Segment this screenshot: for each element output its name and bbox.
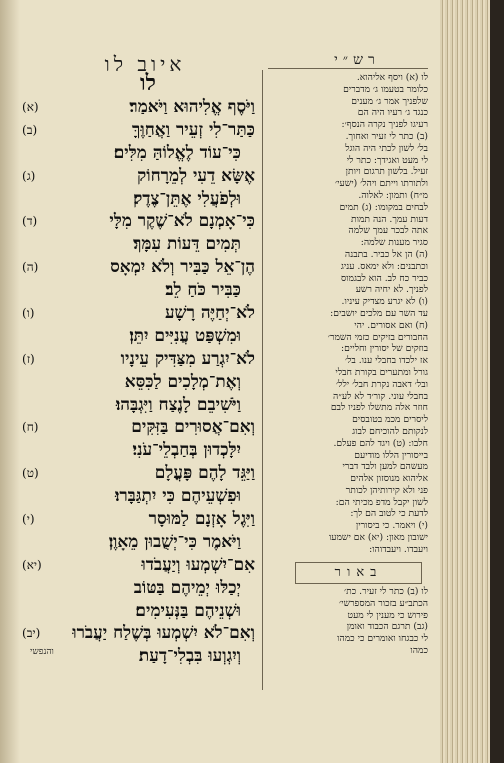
verse-line <box>22 348 255 371</box>
running-head: איוב לו <box>104 52 186 76</box>
rashi-line: לדעת כי לטוב הם לך: <box>350 508 428 520</box>
verse-line <box>60 142 255 165</box>
verse-text: אִם־יִשְׁמְעוּ וְיַעֲבֹדוּ <box>141 554 255 575</box>
rashi-line: חוזר אלה מתשלו לפניו לבם <box>330 402 428 414</box>
verse-line <box>60 394 255 417</box>
verse-line <box>60 577 255 600</box>
rashi-line: כנגד ג׳ רעיו היה הם <box>357 107 428 119</box>
rashi-line: לשון יקבל מדפ מכיתי הם: <box>335 496 428 508</box>
verse-number: (יא) <box>22 557 42 572</box>
header-rule <box>268 68 428 69</box>
rashi-line: שלפניך אמר ג׳ מענים <box>351 95 428 107</box>
rashi-line: עד השר עם מלכים יושבים: <box>330 307 428 319</box>
rashi-line: (ו) לא יגרע מצדיק עיניו. <box>341 296 428 308</box>
verse-number: (ה) <box>22 260 39 275</box>
rashi-line: זעיל. בלשון תרגום ויותן <box>345 166 428 178</box>
verse-text: לֹא־יְחַיֶּה רָשָׁע <box>164 303 255 324</box>
verse-text: כִּי־אָמְנָם לֹא־שֶׁקֶר מִלָּי <box>109 211 255 232</box>
verse-text: וַיַּגֵּד לָהֶם פָּעֳלָם <box>154 463 255 484</box>
verse-line <box>22 462 255 485</box>
verse-line <box>22 554 255 577</box>
verse-line <box>22 302 255 325</box>
rashi-heading: רש״י <box>334 52 380 68</box>
verse-text: כַּבִּיר כֹּחַ לֵב׃ <box>165 280 241 301</box>
verse-line <box>22 416 255 439</box>
biur-line: לו (ב) כתר לי זעיר. כת׳ <box>344 586 428 597</box>
catchword-main: והנפשי <box>30 647 54 657</box>
verse-number: (ט) <box>22 466 39 481</box>
rashi-line: (י) ויאמר. כי ביסורין <box>355 520 428 532</box>
rashi-line: פני ולא קירותיהן לכותר <box>345 484 428 496</box>
rashi-line: אתה לבכר עמך שלמה <box>348 225 428 237</box>
verse-number: (יב) <box>22 626 41 641</box>
verse-text: וַיֹּשִׁיבֵם לָנֶצַח וַיִּגְבָּהוּ׃ <box>115 394 241 415</box>
verse-number: (ז) <box>22 351 35 366</box>
rashi-line: לי מעט ואגידך: כתר לי <box>346 154 428 166</box>
verse-number: (ח) <box>22 420 39 435</box>
biur-line: (גב) תרגם הכבוד ואומן <box>346 621 428 633</box>
rashi-line: (ה) הן אל כביר. בתבנה <box>344 248 428 260</box>
verse-text: וּפִשְׁעֵיהֶם כִּי יִתְגַּבָּרוּ׃ <box>114 486 241 507</box>
verse-text: וְיִגְוְעוּ בִּבְלִי־דָעַת׃ <box>138 646 241 667</box>
rashi-line: רעיגו לפניך נקרה הנסף׳: <box>341 119 428 131</box>
rashi-line: ולתורתו וייתם ויהל׳ (ישעי׳ <box>334 178 428 190</box>
rashi-line: דעות עמך. הנה תמות <box>351 213 428 225</box>
verse-line <box>22 508 255 531</box>
rashi-line: ובל׳ דאבה נקרת חבל׳ ילל׳ <box>336 378 428 390</box>
rashi-line: מעשהם למען ולבד דברי <box>342 461 428 473</box>
biur-commentary <box>270 586 428 657</box>
verse-line <box>60 371 255 394</box>
verse-line <box>60 645 255 668</box>
verse-text: וְאֶת־מְלָכִים לַכִּסֵּא <box>124 371 241 392</box>
verse-line <box>22 210 255 233</box>
book-background <box>490 0 504 763</box>
verse-text: אֶשָּׂא דֵעִי לְמֵרָחוֹק <box>137 165 255 186</box>
verse-text: וְאִם־אֲסוּרִים בַּזִּקִּים <box>131 417 255 438</box>
page-gutter-shadow <box>0 0 20 763</box>
verse-number: (ג) <box>22 168 36 183</box>
verse-text: יִלָּכְדוּן בְּחַבְלֵי־עֹנִי׃ <box>132 440 241 461</box>
verse-line <box>60 188 255 211</box>
rashi-line: החבורים בזיקים כזמי השמר׳ <box>327 331 428 343</box>
rashi-commentary <box>270 72 428 556</box>
verse-line <box>22 165 255 188</box>
rashi-line: סגיר מענות שלמה: <box>360 237 428 249</box>
verse-text: וַיֹּאמֶר כִּי־יְשֻׁבוּן מֵאָוֶן׃ <box>108 531 241 552</box>
rashi-line: בייסורין הללו מודיעם <box>354 449 428 461</box>
rashi-line: אליהוא מנוסזון אלהים <box>350 473 428 485</box>
verse-line <box>22 256 255 279</box>
biur-line: לי כבגחו ואומרים כי כמהו <box>337 633 428 645</box>
verse-text: הֶן־אֵל כַּבִּיר וְלֹא יִמְאָס <box>110 257 255 278</box>
rashi-line: (ח) ואם אסורים. יהי <box>354 319 428 331</box>
rashi-line: לו (א) ויסף אליהוא. <box>356 72 428 83</box>
rashi-line: לבחים במקומו: (ג) תמים <box>339 201 428 213</box>
rashi-line: מ״ח) ותמון: לאלוה. <box>358 189 428 201</box>
biur-heading: באור <box>295 562 422 584</box>
verse-number: (א) <box>22 100 39 114</box>
rashi-line: ישובון מאון: (יא) אם ישמעו <box>328 532 428 544</box>
verse-text: וּמִשְׁפַּט עֲנִיִּים יִתֵּן׃ <box>129 325 241 346</box>
column-divider <box>262 70 263 690</box>
rashi-line: ויעבדו. ויעבדוהו: <box>369 543 428 555</box>
verse-line <box>60 439 255 462</box>
rashi-line: כביר כח לב. הוא לבגמוס <box>340 272 428 284</box>
verse-text: וַיֹּסֶף אֱלִיהוּא וַיֹּאמַר׃ <box>129 97 255 117</box>
verse-line <box>60 531 255 554</box>
verse-line <box>60 485 255 508</box>
verse-number: (ב) <box>22 122 38 137</box>
verse-text: וְאִם־לֹא יִשְׁמְעוּ בְּשֶׁלַח יַעֲבֹרוּ <box>72 623 255 644</box>
verse-line <box>22 119 255 142</box>
rashi-line: אז ילכדו בחבלי ענו. בל׳ <box>344 355 428 367</box>
verse-line <box>22 622 255 645</box>
rashi-line: בוזקים של יסורין וחליים: <box>341 343 428 355</box>
verse-text: יְכַלּוּ יְמֵיהֶם בַּטּוֹב <box>133 577 241 598</box>
rashi-line: לפניך. לא יחיה רשע <box>355 284 428 296</box>
verse-text: וַיִּגֶל אָזְנָם לַמּוּסָר <box>148 509 255 530</box>
rashi-line: (ב) כתר לי זעיר ואחוך. <box>345 130 428 142</box>
verse-number: (ו) <box>22 306 35 321</box>
verse-text: לֹא־יִגְרַע מִצַּדִּיק עֵינָיו <box>120 348 255 369</box>
verse-text: כִּי־עוֹד לֶאֱלוֹהַּ מִלִּים׃ <box>113 142 241 163</box>
biur-line: כמהו <box>410 644 428 656</box>
verse-text: וּלְפֹעֲלִי אֶתֵּן־צֶדֶק׃ <box>133 188 241 209</box>
rashi-line: חלבו: (ט) ויגד להם פעלם. <box>333 437 428 449</box>
rashi-line: לנקותם להוכיחם לבוג <box>352 425 428 437</box>
verse-line <box>60 279 255 302</box>
verse-line <box>60 325 255 348</box>
verse-text: כַּתַּר־לִי זְעֵיר וַאֲחַוֶּךָּ <box>132 119 255 140</box>
rashi-line: בחבלי עוני. קור׳ד לא לע״ה <box>333 390 428 402</box>
rashi-line: וכתבנים: ולא ימאס. עניג <box>340 260 428 272</box>
rashi-line: גורל ומתערים בקורת חבלי <box>335 366 428 378</box>
verse-number: (ד) <box>22 214 38 229</box>
verse-text: תְּמִים דֵּעוֹת עִמָּךְ׃ <box>133 234 241 255</box>
verse-line <box>60 233 255 256</box>
biur-line: פירוש כי מענין לי מעט <box>347 609 428 621</box>
verse-text: וּשְׁנֵיהֶם בַּנְּעִימִים׃ <box>135 600 241 621</box>
rashi-line: כלומר בטעמו ג׳ מדברים <box>343 83 428 95</box>
biur-line: הכתב״ע בזכור המספרשי׳ <box>339 597 428 609</box>
verse-line <box>60 600 255 623</box>
chapter-number: לו <box>140 70 156 96</box>
verse-number: (י) <box>22 512 35 527</box>
verse-line <box>22 96 255 119</box>
rashi-line: בל׳ לשון לכתי היה הוגל <box>345 142 428 154</box>
rashi-line: ליסרים מכמ בטובסים <box>352 414 428 426</box>
